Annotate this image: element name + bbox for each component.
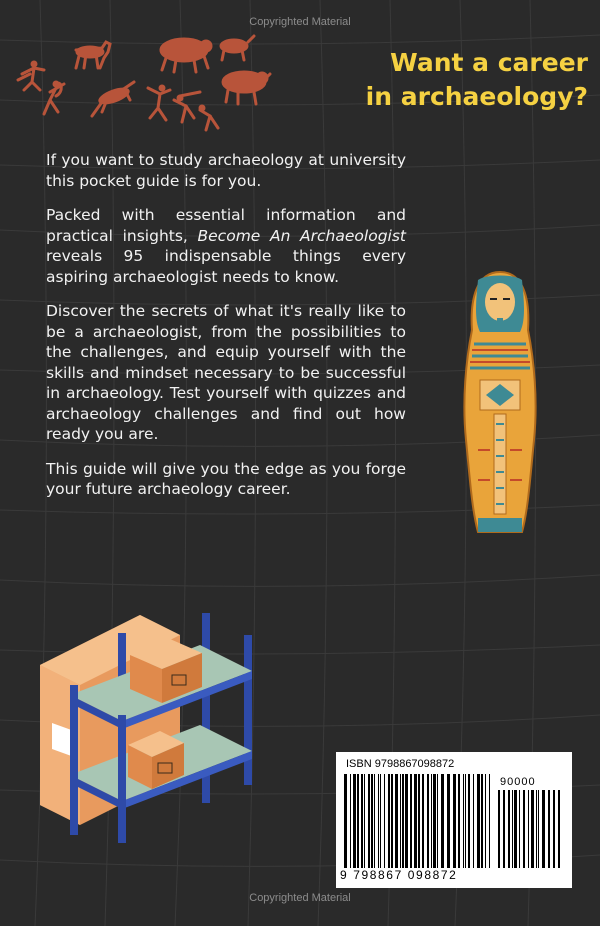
blurb-p2-start: Packed with essential information and practical insights,	[46, 206, 406, 245]
book-title-inline: Become An Archaeologist	[197, 226, 406, 245]
isbn-barcode	[336, 752, 572, 888]
heading-line-2: in archaeology?	[365, 82, 588, 111]
barcode-bar	[473, 774, 474, 868]
barcode-bar	[384, 774, 385, 868]
blurb-paragraph-4: This guide will give you the edge as you forge your future archaeology career.	[46, 459, 406, 498]
blurb-paragraph-2	[46, 205, 406, 287]
barcode-bar	[344, 774, 347, 868]
barcode-bar	[431, 774, 432, 868]
barcode-bar	[523, 790, 525, 868]
barcode-bar	[388, 774, 390, 868]
barcode-bar	[503, 790, 505, 868]
barcode-bar	[453, 774, 456, 868]
barcode-bar	[402, 774, 404, 868]
barcode-bar	[468, 774, 470, 868]
barcode-bar	[400, 774, 401, 868]
barcode-bar	[422, 774, 424, 868]
barcode-bar	[477, 774, 480, 868]
barcode-digits: 9 798867 098872	[340, 868, 458, 882]
watermark-bottom: Copyrighted Material	[249, 892, 351, 904]
barcode-bar	[538, 790, 539, 868]
barcode-bar	[350, 774, 351, 868]
barcode-bar	[489, 774, 490, 868]
barcode-bar	[548, 790, 550, 868]
barcode-bar	[405, 774, 408, 868]
barcode-bar	[458, 774, 460, 868]
blurb-paragraph-1: If you want to study archaeology at university this pocket guide is for you.	[46, 151, 406, 190]
barcode-bar	[364, 774, 365, 868]
barcode-bar	[512, 790, 513, 868]
egyptian-sarcophagus-illustration	[450, 270, 550, 545]
barcode-bar	[465, 774, 466, 868]
barcode-bar	[353, 774, 356, 868]
barcode-bar	[528, 790, 529, 868]
blurb-p2-end: reveals 95 indispensable things every aspiring archaeologist needs to know.	[46, 247, 406, 286]
barcode-bar	[378, 774, 379, 868]
barcode-bar	[427, 774, 429, 868]
isbn-label: ISBN 9798867098872	[346, 758, 455, 770]
addon-barcode-bars	[498, 790, 560, 868]
barcode-bar	[558, 790, 560, 868]
barcode-bar	[485, 774, 486, 868]
barcode-bar	[410, 774, 412, 868]
barcode-bar	[437, 774, 438, 868]
heading-line-1: Want a career	[390, 48, 588, 77]
barcode-bar	[441, 774, 444, 868]
barcode-bar	[481, 774, 483, 868]
barcode-bar	[357, 774, 359, 868]
barcode-bar	[531, 790, 534, 868]
barcode-bar	[536, 790, 537, 868]
cover-heading	[318, 46, 588, 114]
barcode-bar	[374, 774, 375, 868]
barcode-bar	[553, 790, 555, 868]
cave-painting-illustration	[10, 30, 280, 140]
barcode-bar	[371, 774, 373, 868]
barcode-bar	[414, 774, 417, 868]
ean-barcode-bars	[344, 774, 490, 868]
barcode-bar	[391, 774, 393, 868]
barcode-bar	[433, 774, 436, 868]
barcode-bar	[542, 790, 545, 868]
barcode-bar	[519, 790, 520, 868]
barcode-bar	[380, 774, 381, 868]
barcode-bar	[508, 790, 510, 868]
blurb-paragraph-3: Discover the secrets of what it's really like to be a archaeologist, from the possibilities to the challenges, and equip yourself with the skills and mindset necessary to be successful in archaeology. Test yourself with quizzes and archaeology challenges and find out how ready you are.	[46, 302, 406, 443]
barcode-bar	[418, 774, 420, 868]
barcode-bar	[361, 774, 363, 868]
storage-shelf-with-boxes-illustration	[30, 575, 270, 845]
barcode-bar	[395, 774, 398, 868]
barcode-bar	[514, 790, 517, 868]
barcode-bar	[463, 774, 464, 868]
barcode-bar	[368, 774, 370, 868]
blurb-text	[46, 150, 406, 514]
barcode-bar	[447, 774, 450, 868]
barcode-bar	[498, 790, 500, 868]
price-code: 90000	[500, 776, 536, 788]
watermark-top: Copyrighted Material	[249, 16, 351, 28]
